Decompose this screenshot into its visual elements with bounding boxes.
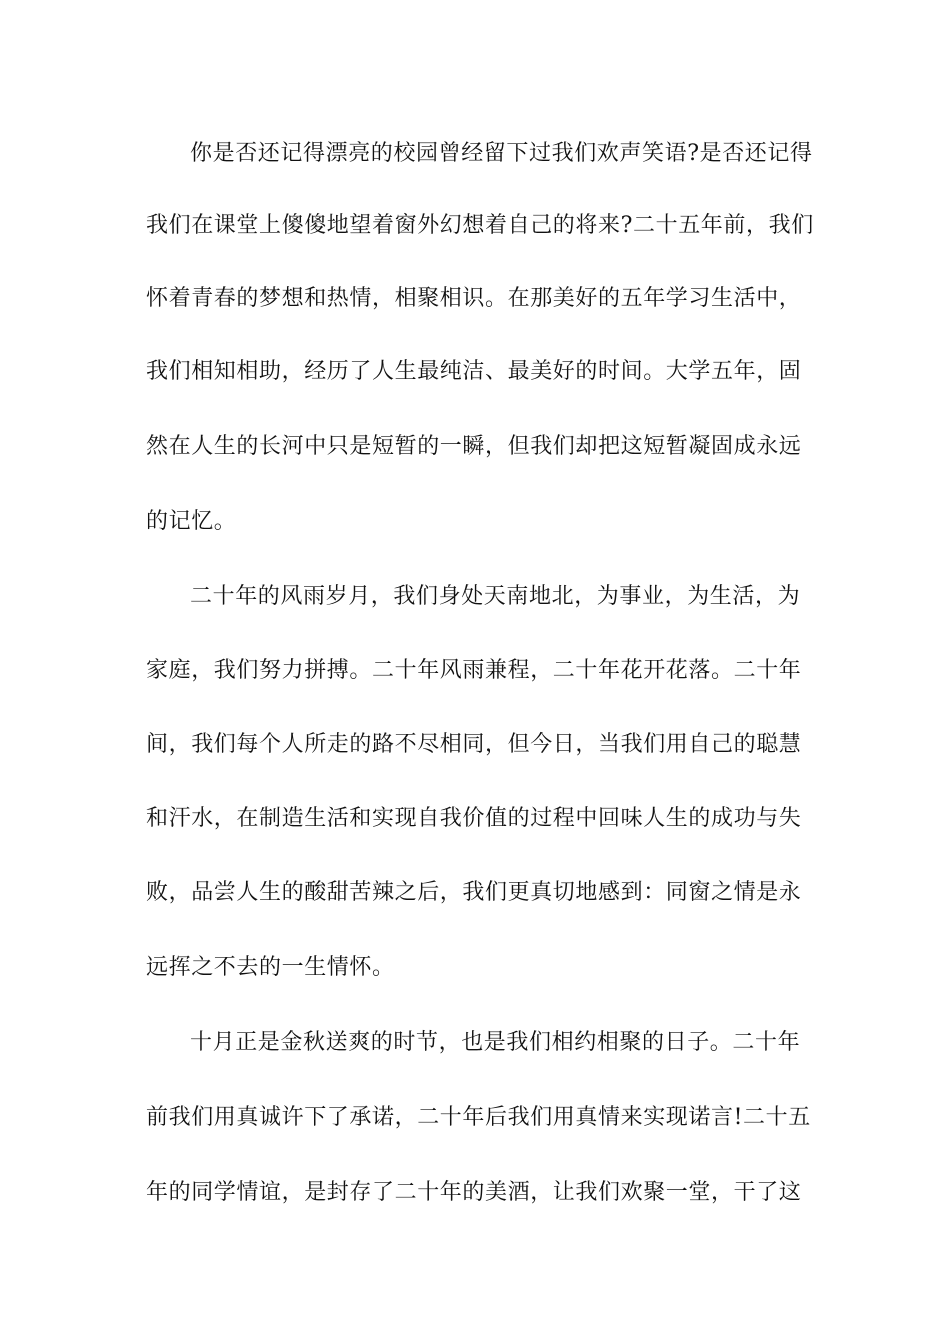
text-line: 败，品尝人生的酸甜苦辣之后，我们更真切地感到：同窗之情是永 xyxy=(146,880,802,905)
text-line: 年的同学情谊，是封存了二十年的美酒，让我们欢聚一堂，干了这 xyxy=(146,1180,802,1205)
text-line: 的记忆。 xyxy=(146,509,237,534)
text-line: 你是否还记得漂亮的校园曾经留下过我们欢声笑语?是否还记得 xyxy=(190,141,813,166)
text-line: 二十年的风雨岁月，我们身处天南地北，为事业，为生活，为 xyxy=(190,584,801,609)
text-line: 怀着青春的梦想和热情，相聚相识。在那美好的五年学习生活中， xyxy=(146,286,802,311)
text-line: 前我们用真诚许下了承诺，二十年后我们用真情来实现诺言!二十五 xyxy=(146,1105,811,1130)
text-line: 间，我们每个人所走的路不尽相同，但今日，当我们用自己的聪慧 xyxy=(146,732,802,757)
text-line: 十月正是金秋送爽的时节，也是我们相约相聚的日子。二十年 xyxy=(190,1030,801,1055)
text-line: 远挥之不去的一生情怀。 xyxy=(146,955,395,980)
text-line: 我们在课堂上傻傻地望着窗外幻想着自己的将来?二十五年前，我们 xyxy=(146,213,814,238)
text-line: 家庭，我们努力拼搏。二十年风雨兼程，二十年花开花落。二十年 xyxy=(146,658,802,683)
text-line: 和汗水，在制造生活和实现自我价值的过程中回味人生的成功与失 xyxy=(146,806,802,831)
text-line: 然在人生的长河中只是短暂的一瞬，但我们却把这短暂凝固成永远 xyxy=(146,434,802,459)
text-line: 我们相知相助，经历了人生最纯洁、最美好的时间。大学五年，固 xyxy=(146,359,802,384)
